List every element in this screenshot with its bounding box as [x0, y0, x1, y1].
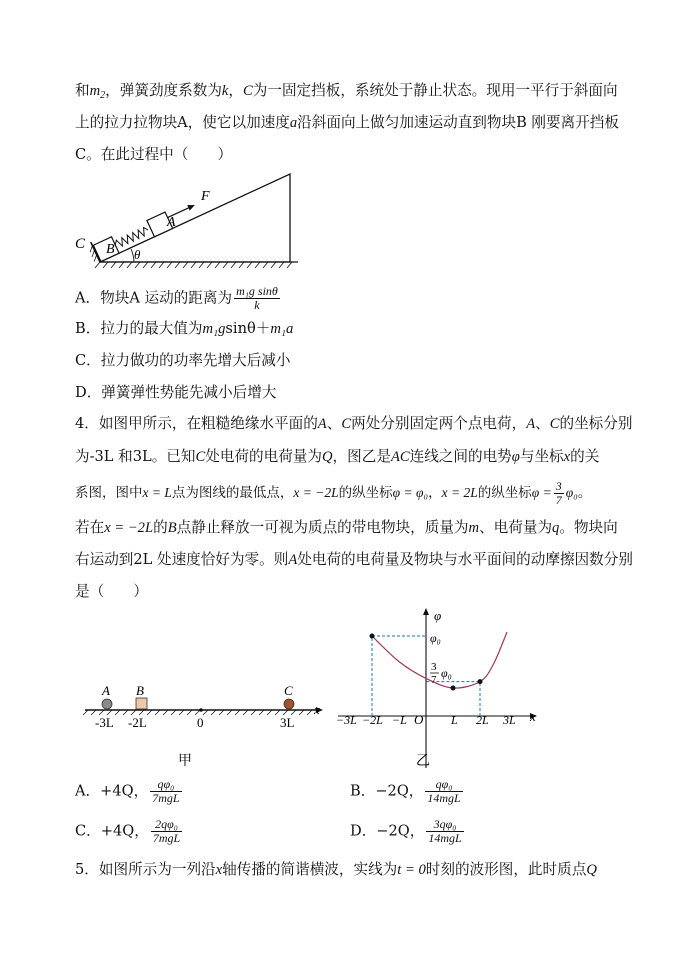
q3-line-3: C。在此过程中（ ） [75, 146, 233, 163]
plate-c-label: C [75, 236, 86, 252]
q3-option-c: C．拉力做功的功率先增大后减小 [75, 352, 291, 369]
yi-tick-3l: 3L [503, 713, 516, 727]
q3-option-b: B．拉力的最大值为m₁gsinθ＋m₁a [75, 320, 294, 337]
axis-x-label: x [530, 709, 536, 724]
frac-num: 3 [431, 661, 437, 673]
q3-option-d: D．弹簧弹性势能先减小后增大 [75, 384, 277, 401]
q4-line-4: 若在x = −2L的B点静止释放一可视为质点的带电物块，质量为m、电荷量为q。物块向 [75, 519, 618, 536]
theta-label: θ [134, 247, 141, 262]
q4-line-3: 系图，图中x = L点为图线的最低点，x = −2L的纵坐标φ = φ₀，x = 2L的纵坐标φ = $\frac{3}{7}$ φ₀。 [75, 479, 592, 507]
block-b-label: B [106, 242, 115, 257]
point-l [451, 686, 456, 691]
point-neg2l [370, 634, 375, 639]
charge-c [284, 699, 294, 709]
block-b [136, 698, 147, 709]
q3-line-1: 和$m_2$，弹簧劲度系数为k，C为一固定挡板，系统处于静止状态。现用一平行于斜面向 [75, 82, 618, 101]
yi-tick-negl: −L [392, 713, 407, 727]
yi-tick-neg2l: −2L [362, 713, 383, 727]
incline-figure [70, 168, 310, 273]
charge-a [102, 699, 112, 709]
tick-neg3l: -3L [95, 715, 114, 730]
q4-line-6: 是（ ） [75, 583, 148, 600]
label-b: B [136, 683, 144, 698]
q4-option-b: B．−2Q， $\frac{\text{qφ₀}}{\text{14mgL}}$ [350, 777, 461, 805]
yi-tick-neg3l: −3L [336, 713, 357, 727]
figure-jia [80, 680, 330, 775]
origin-label: O [414, 712, 424, 727]
block-a-label: A [167, 215, 176, 230]
label-c: C [284, 683, 293, 698]
guide-neg2l [372, 636, 426, 716]
q5-line-1: 5．如图所示为一列沿x轴传播的简谐横波，实线为t = 0时刻的波形图，此时质点Q [75, 861, 597, 878]
caption-yi: 乙 [416, 754, 430, 769]
q4-line-2: 为-3L 和3L。已知C处电荷的电荷量为Q，图乙是AC连线之间的电势φ与坐标x的关 [75, 448, 600, 465]
force-f-label: F [201, 189, 210, 204]
point-2l [478, 679, 483, 684]
label-a: A [102, 683, 110, 698]
figure-yi [330, 603, 545, 775]
tick-3l: 3L [280, 715, 295, 730]
yi-tick-l: L [451, 713, 458, 727]
frac-den: 7 [431, 674, 437, 686]
q4-option-c: C．+4Q， $\frac{\text{2qφ₀}}{\text{7mgL}}$ [75, 817, 181, 845]
q3-option-a: A．物块A 运动的距离为 $\frac{\text{m₁g sinθ}}{k}$ [75, 284, 278, 312]
tick-neg2l: -2L [128, 715, 147, 730]
tick-0: 0 [197, 715, 204, 730]
q4-option-a: A．+4Q， $\frac{\text{qφ₀}}{\text{7mgL}}$ [75, 777, 180, 805]
q3-line-2: 上的拉力拉物块A，使它以加速度a沿斜面向上做匀加速运动直到物块B 刚要离开挡板 [75, 114, 619, 131]
label-x: x [314, 702, 320, 717]
q4-line-1: 4．如图甲所示，在粗糙绝缘水平面的A、C两处分别固定两个点电荷，A、C的坐标分别 [75, 415, 633, 432]
axis-phi-label: φ [434, 608, 442, 623]
q4-option-d: D．−2Q， $\frac{\text{3qφ₀}}{\text{14mgL}}$ [350, 817, 462, 845]
frac-phi0: φ₀ [441, 666, 452, 680]
yi-tick-2l: 2L [476, 713, 489, 727]
caption-jia: 甲 [178, 754, 192, 769]
q4-line-5: 右运动到2L 处速度恰好为零。则A处电荷的电荷量及物块与水平面间的动摩擦因数分别 [75, 551, 633, 568]
phi0-label: φ₀ [430, 631, 441, 645]
